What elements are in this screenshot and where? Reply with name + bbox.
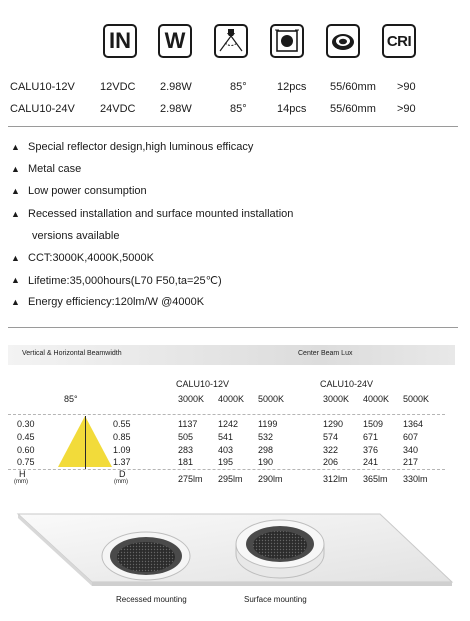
lux-value: 241 [363, 457, 379, 467]
spec-power: 2.98W [160, 81, 192, 93]
cct-header: 3000K [323, 394, 350, 404]
diameter-unit: (mm) [114, 479, 128, 485]
lux-value: 574 [323, 432, 339, 442]
lux-value: 340 [403, 445, 419, 455]
lux-value: 1509 [363, 419, 384, 429]
lux-value: 1137 [178, 419, 198, 429]
lux-value: 607 [403, 432, 419, 442]
spec-pack: 12pcs [277, 81, 307, 93]
lux-value: 298 [258, 445, 274, 455]
recessed-mounting-caption: Recessed mounting [116, 595, 187, 604]
lux-value: 403 [218, 445, 234, 455]
beamwidth-heading: Vertical & Horizontal Beamwidth [22, 350, 122, 357]
lumen-value: 365lm [363, 474, 388, 484]
cct-header: 5000K [403, 394, 430, 404]
wattage-icon-label: W [164, 28, 186, 53]
lumen-value: 275lm [178, 474, 203, 484]
lux-value: 1199 [258, 419, 278, 429]
mounting-illustration [0, 500, 470, 592]
spec-beam-angle: 85° [230, 103, 247, 115]
lux-value: 217 [403, 457, 419, 467]
lux-value: 190 [258, 457, 274, 467]
spec-model: CALU10-12V [10, 81, 75, 93]
feature-text: Energy efficiency:120lm/W @4000K [28, 296, 205, 309]
beam-angle-label: 85° [64, 394, 78, 404]
height-value: 0.30 [17, 419, 35, 429]
bullet-icon: ▲ [11, 142, 20, 152]
lux-value: 541 [218, 432, 234, 442]
lux-value: 505 [178, 432, 194, 442]
center-beam-lux-heading: Center Beam Lux [298, 350, 353, 357]
spec-power: 2.98W [160, 103, 192, 115]
cct-header: 4000K [218, 394, 245, 404]
cct-header: 5000K [258, 394, 285, 404]
lux-value: 1242 [218, 419, 239, 429]
diameter-value: 1.37 [113, 457, 131, 467]
input-voltage-icon-label: IN [109, 28, 131, 53]
lux-value: 181 [178, 457, 194, 467]
lumen-value: 312lm [323, 474, 348, 484]
spec-pack: 14pcs [277, 103, 307, 115]
recessed-light [102, 532, 190, 580]
feature-text: versions available [32, 229, 120, 242]
feature-text: Special reflector design,high luminous efficacy [28, 141, 254, 153]
lux-value: 283 [178, 445, 194, 455]
lumen-value: 295lm [218, 474, 243, 484]
cri-icon-label: CRI [386, 32, 412, 50]
spec-cri: >90 [397, 81, 416, 93]
group-header-24v: CALU10-24V [320, 379, 374, 389]
height-value: 0.45 [17, 432, 35, 442]
height-value: 0.75 [17, 457, 35, 467]
cct-header: 3000K [178, 394, 205, 404]
bullet-icon: ▲ [11, 275, 20, 286]
lumen-value: 330lm [403, 474, 428, 484]
spec-voltage: 24VDC [100, 103, 136, 115]
bullet-icon: ▲ [11, 186, 20, 197]
lux-value: 206 [323, 457, 339, 467]
spec-size: 55/60mm [330, 103, 376, 115]
spec-beam-angle: 85° [230, 81, 247, 93]
spec-voltage: 12VDC [100, 81, 136, 93]
feature-text: Low power consumption [28, 185, 147, 198]
bullet-icon: ▲ [11, 208, 20, 219]
diameter-label: D [119, 469, 126, 479]
spec-size: 55/60mm [330, 81, 376, 93]
beam-axis-line [85, 416, 86, 469]
feature-text: Metal case [28, 163, 82, 176]
spec-model: CALU10-24V [10, 103, 75, 115]
surface-light [236, 520, 324, 578]
lux-value: 1290 [323, 419, 344, 429]
height-label: H [19, 469, 26, 479]
surface-mounting-caption: Surface mounting [244, 595, 307, 604]
feature-text: Lifetime:35,000hours(L70 F50,ta=25℃) [28, 275, 222, 288]
spec-cri: >90 [397, 103, 416, 115]
feature-text: Recessed installation and surface mounted installation [28, 207, 294, 220]
bullet-icon: ▲ [11, 252, 20, 263]
lux-value: 322 [323, 445, 339, 455]
cct-header: 4000K [363, 394, 390, 404]
feature-text: CCT:3000K,4000K,5000K [28, 251, 154, 264]
bullet-icon: ▲ [11, 297, 20, 308]
height-unit: (mm) [14, 479, 28, 485]
diameter-value: 1.09 [113, 445, 131, 455]
diameter-value: 0.55 [113, 419, 131, 429]
lux-value: 1364 [403, 419, 424, 429]
bullet-icon: ▲ [11, 164, 20, 175]
lumen-value: 290lm [258, 474, 283, 484]
lux-value: 195 [218, 457, 234, 467]
diameter-value: 0.85 [113, 432, 131, 442]
lux-value: 532 [258, 432, 274, 442]
group-header-12v: CALU10-12V [176, 379, 230, 389]
lux-value: 671 [363, 432, 379, 442]
lux-value: 376 [363, 445, 379, 455]
height-value: 0.60 [17, 445, 35, 455]
